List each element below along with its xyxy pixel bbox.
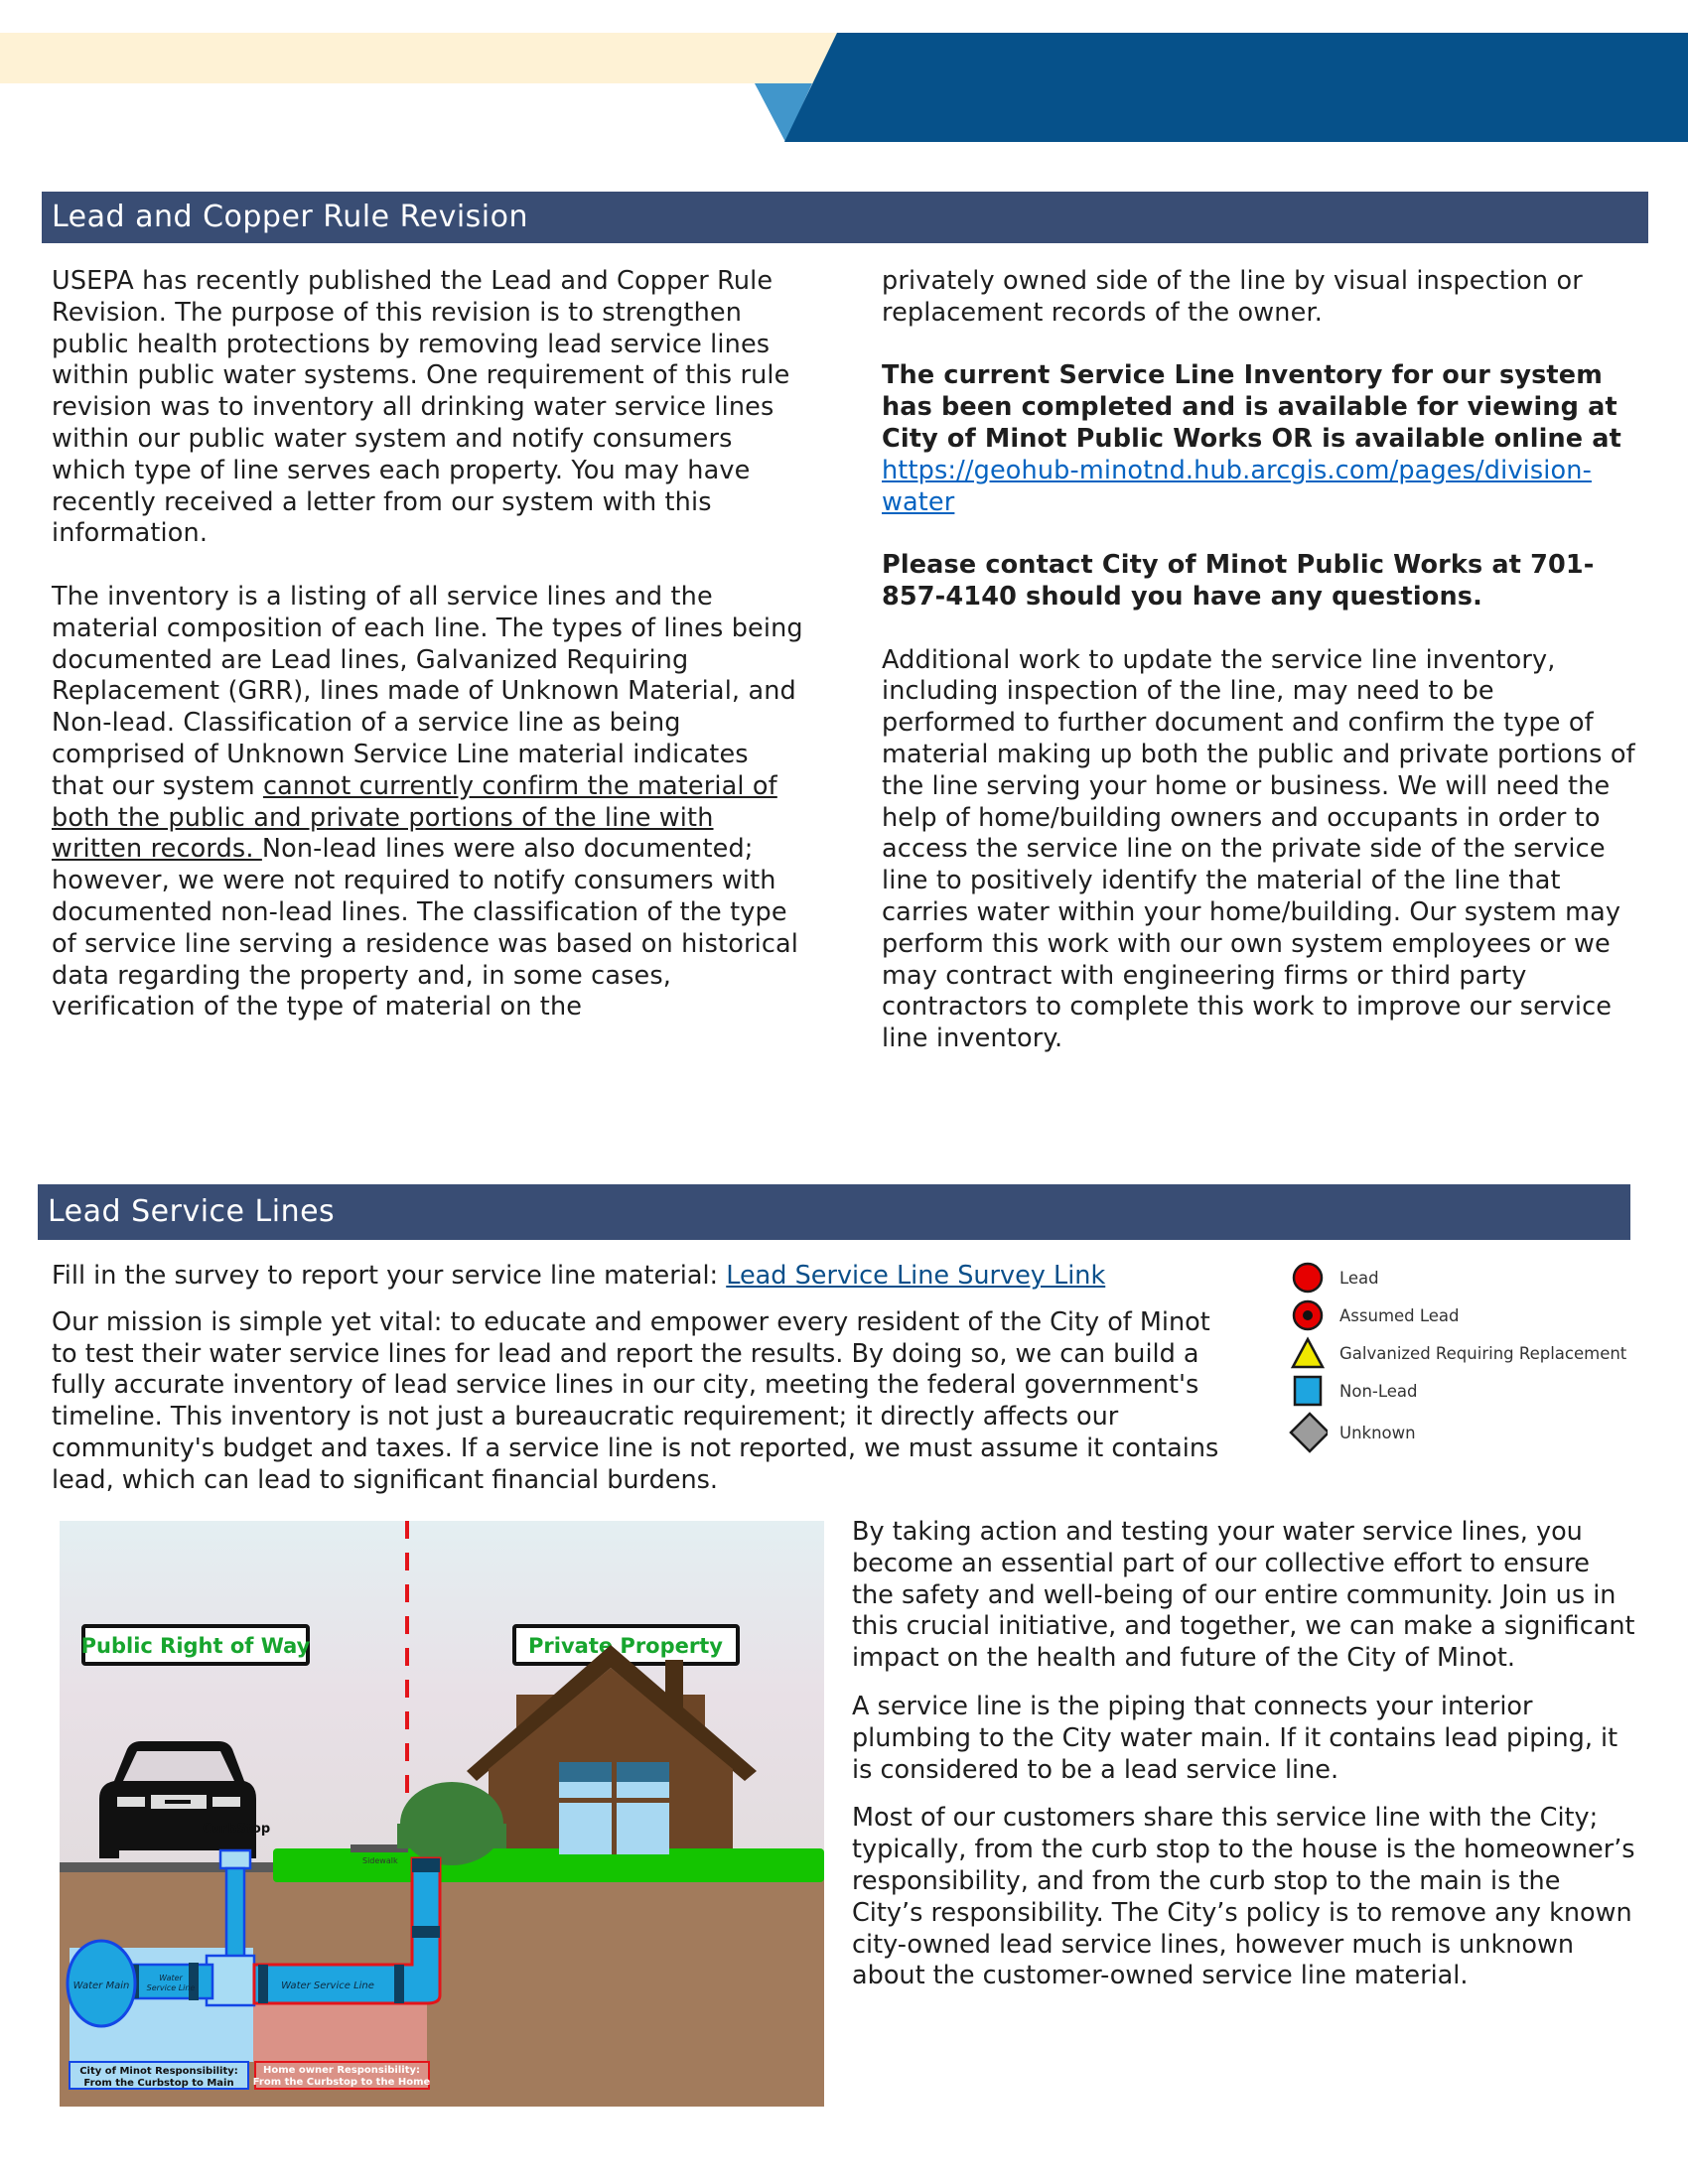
paragraph: The inventory is a listing of all service lines and the material composition of each line. The types of lines being documented are Lead lines, Galvanized Requiring Replacement (GRR), lines made of Unknown Material, and Non-lead. Classification of a service line as being comprised of Unknown Service Line material indicates that our system cannot currently confirm the material of both the public and private portions of the line with written records. Non-lead lines were also documented; however, we were not required to notify consumers with documented non-lead lines. The classification of the type of service line serving a residence was based on historical data regarding the property and, in some cases, verification of the type of material on the (52, 581, 803, 1023)
curbstop-label: CurbStop (202, 1822, 271, 1837)
paragraph: USEPA has recently published the Lead and Copper Rule Revision. The purpose of this revision is to strengthen public health protections by removing lead service lines within public water systems. One requirement of this rule revision was to inventory all drinking water service lines within our public water system and notify consumers which type of line serves each property. You may have recently received a letter from our system with this information. (52, 266, 790, 549)
paragraph: By taking action and testing your water service lines, you become an essential part of our collective effort to ensure the safety and well-being of our entire community. Join us in this crucial initiative, and together, we can make a significant impact on the health and future of the City of Minot. (852, 1517, 1635, 1674)
right-text (852, 1517, 1636, 2009)
city-responsibility-label: City of Minot Responsibility: (79, 2066, 238, 2077)
paragraph: A service line is the piping that connects your interior plumbing to the City water main. If it contains lead piping, it is considered to be a lead service line. (852, 1691, 1618, 1785)
section-title: Lead and Copper Rule Revision (52, 200, 529, 234)
gray-diamond-icon (1288, 1414, 1328, 1451)
red-circle-dot-icon (1288, 1297, 1328, 1334)
geohub-link[interactable]: https://geohub-minotnd.hub.arcgis.com/pages/division-water (882, 455, 1592, 517)
banner-dark-blue-block (784, 33, 1688, 142)
svg-text:From the Curbstop to the Home: From the Curbstop to the Home (252, 2077, 431, 2088)
right-column (882, 266, 1636, 1055)
yellow-triangle-icon (1288, 1334, 1328, 1372)
private-property-label: Private Property (528, 1634, 723, 1658)
banner-cream-band (0, 33, 837, 83)
svg-text:From the Curbstop to Main: From the Curbstop to Main (83, 2078, 234, 2089)
red-circle-icon (1288, 1259, 1328, 1297)
sidewalk-label: Sidewalk (362, 1856, 398, 1865)
paragraph: Most of our customers share this service line with the City; typically, from the curb stop to the house is the homeowner’s responsibility, and from the curb stop to the main is the City’s responsibility. The City’s policy is to remove any known city-owned lead service lines, however much is unknown about the customer-owned service line material. (852, 1803, 1635, 1991)
paragraph: The current Service Line Inventory for our system has been completed and is available for viewing at City of Minot Public Works OR is available online at https://geohub-minotnd.hub.arcgis.com/pages/division-water (882, 360, 1621, 517)
contact-paragraph: Please contact City of Minot Public Works at 701-857-4140 should you have any questions. (882, 550, 1595, 612)
water-main-label: Water Main (72, 1980, 130, 1991)
service-line-diagram (60, 1521, 824, 2107)
legend-item-unknown: Unknown (1288, 1410, 1665, 1455)
section-header-lead-copper (42, 192, 1648, 243)
survey-link[interactable]: Lead Service Line Survey Link (726, 1261, 1106, 1291)
legend-item-non-lead: Non-Lead (1288, 1372, 1665, 1410)
blue-square-icon (1288, 1372, 1328, 1410)
intro-text (52, 1261, 1243, 1514)
header-banner (0, 0, 1688, 149)
section-title: Lead Service Lines (48, 1194, 336, 1229)
public-right-of-way-label: Public Right of Way (80, 1634, 311, 1658)
svg-text:Water: Water (159, 1974, 183, 1982)
legend-item-grr: Galvanized Requiring Replacement (1288, 1334, 1665, 1372)
underlined-text: cannot currently confirm the material of both the public and private portions of the line with written records. (52, 770, 777, 865)
left-column (52, 266, 806, 1024)
legend (1288, 1259, 1665, 1455)
paragraph: Additional work to update the service line inventory, including inspection of the line, may need to be performed to further document and confirm the type of material making up both the public and private portions of the line serving your home or business. We will need the help of home/building owners and occupants in order to access the service line on the private side of the service line to positively identify the material of the line that carries water within your home/building. Our system may perform this work with our own system employees or we may contract with engineering firms or third party contractors to complete this work to improve our service line inventory. (882, 644, 1635, 1054)
homeowner-responsibility-label: Home owner Responsibility: (262, 2065, 421, 2076)
mission-paragraph: Our mission is simple yet vital: to educate and empower every resident of the City of Minot to test their water service lines for lead and report the results. By doing so, we can build a fully accurate inventory of lead service lines in our city, meeting the federal government's timeline. This inventory is not just a bureaucratic requirement; it directly affects our community's budget and taxes. If a service line is not reported, we must assume it contains lead, which can lead to significant financial burdens. (52, 1306, 1219, 1495)
section-header-lead-service-lines (38, 1184, 1630, 1240)
water-service-line-label: Water Service Line (281, 1980, 374, 1991)
paragraph: privately owned side of the line by visual inspection or replacement records of the owner. (882, 266, 1583, 328)
legend-item-lead: Lead (1288, 1259, 1665, 1297)
survey-line: Fill in the survey to report your service line material: Lead Service Line Survey Link (52, 1261, 1106, 1291)
svg-text:Service Line: Service Line (146, 1983, 196, 1992)
legend-item-assumed-lead: Assumed Lead (1288, 1297, 1665, 1334)
